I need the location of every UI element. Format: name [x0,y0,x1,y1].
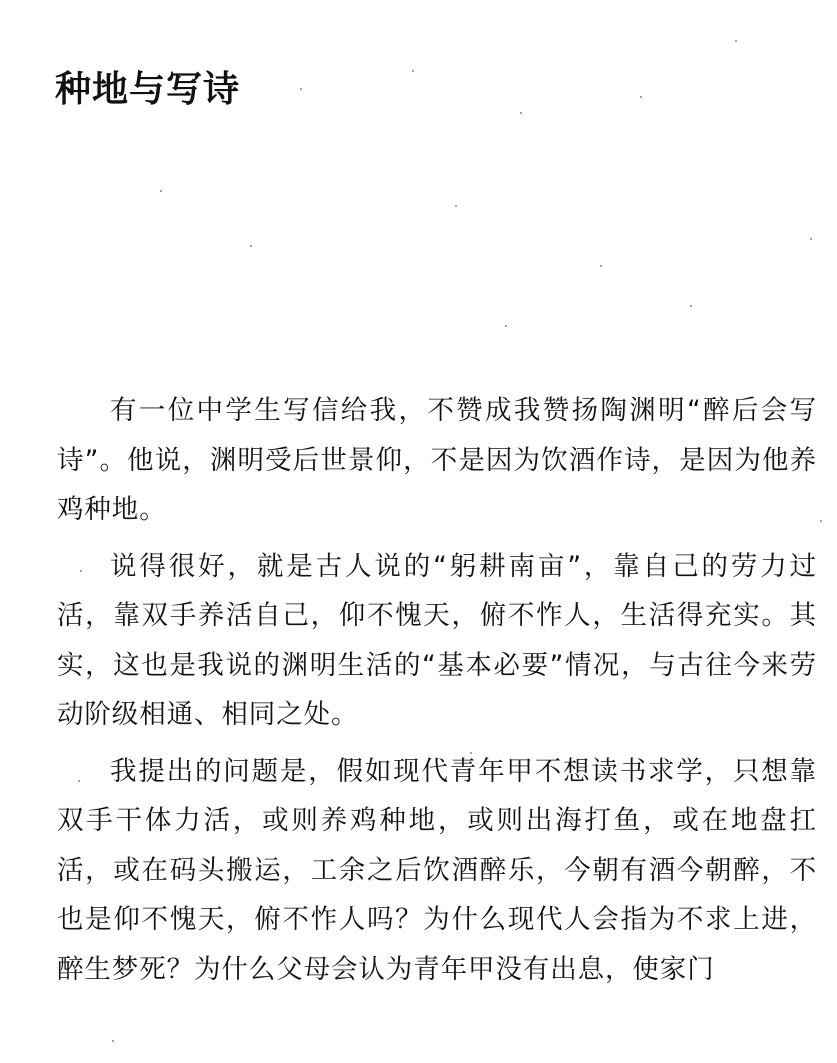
scan-speck [470,752,472,754]
scan-speck [690,305,692,307]
paragraph-3: 我提出的问题是，假如现代青年甲不想读书求学，只想靠双手干体力活，或则养鸡种地，或则出海打鱼，或在地盘扛活，或在码头搬运，工余之后饮酒醉乐，今朝有酒今朝醉，不也是仰不愧天，俯不怍人吗？为什么现代人会指为不求上进，醉生梦死？为什么父母会认为青年甲没有出息，使家门 [57,755,817,985]
article-body [57,386,817,1001]
scan-speck [820,520,822,522]
scan-speck [455,205,457,207]
scan-speck [412,70,414,72]
article-title: 种地与写诗 [55,69,241,110]
paragraph-2: 说得很好，就是古人说的“躬耕南亩”，靠自己的劳力过活，靠双手养活自己，仰不愧天，俯不怍人，生活得充实。其实，这也是我说的渊明生活的“基本必要”情况，与古往今来劳动阶级相通、相同之处。 [57,550,817,730]
scan-speck [600,265,602,267]
paragraph-1: 有一位中学生写信给我，不赞成我赞扬陶渊明“醉后会写诗”。他说，渊明受后世景仰，不是因为饮酒作诗，是因为他养鸡种地。 [57,395,817,525]
scan-speck [505,325,507,327]
scan-speck [735,40,737,42]
scan-speck [810,238,812,240]
scan-speck [640,96,642,98]
scan-speck [112,1040,114,1042]
scan-speck [80,570,82,572]
scan-speck [250,245,252,247]
scan-speck [78,780,80,782]
scan-speck [300,88,302,90]
scan-speck [160,190,162,192]
scan-speck [520,112,522,114]
